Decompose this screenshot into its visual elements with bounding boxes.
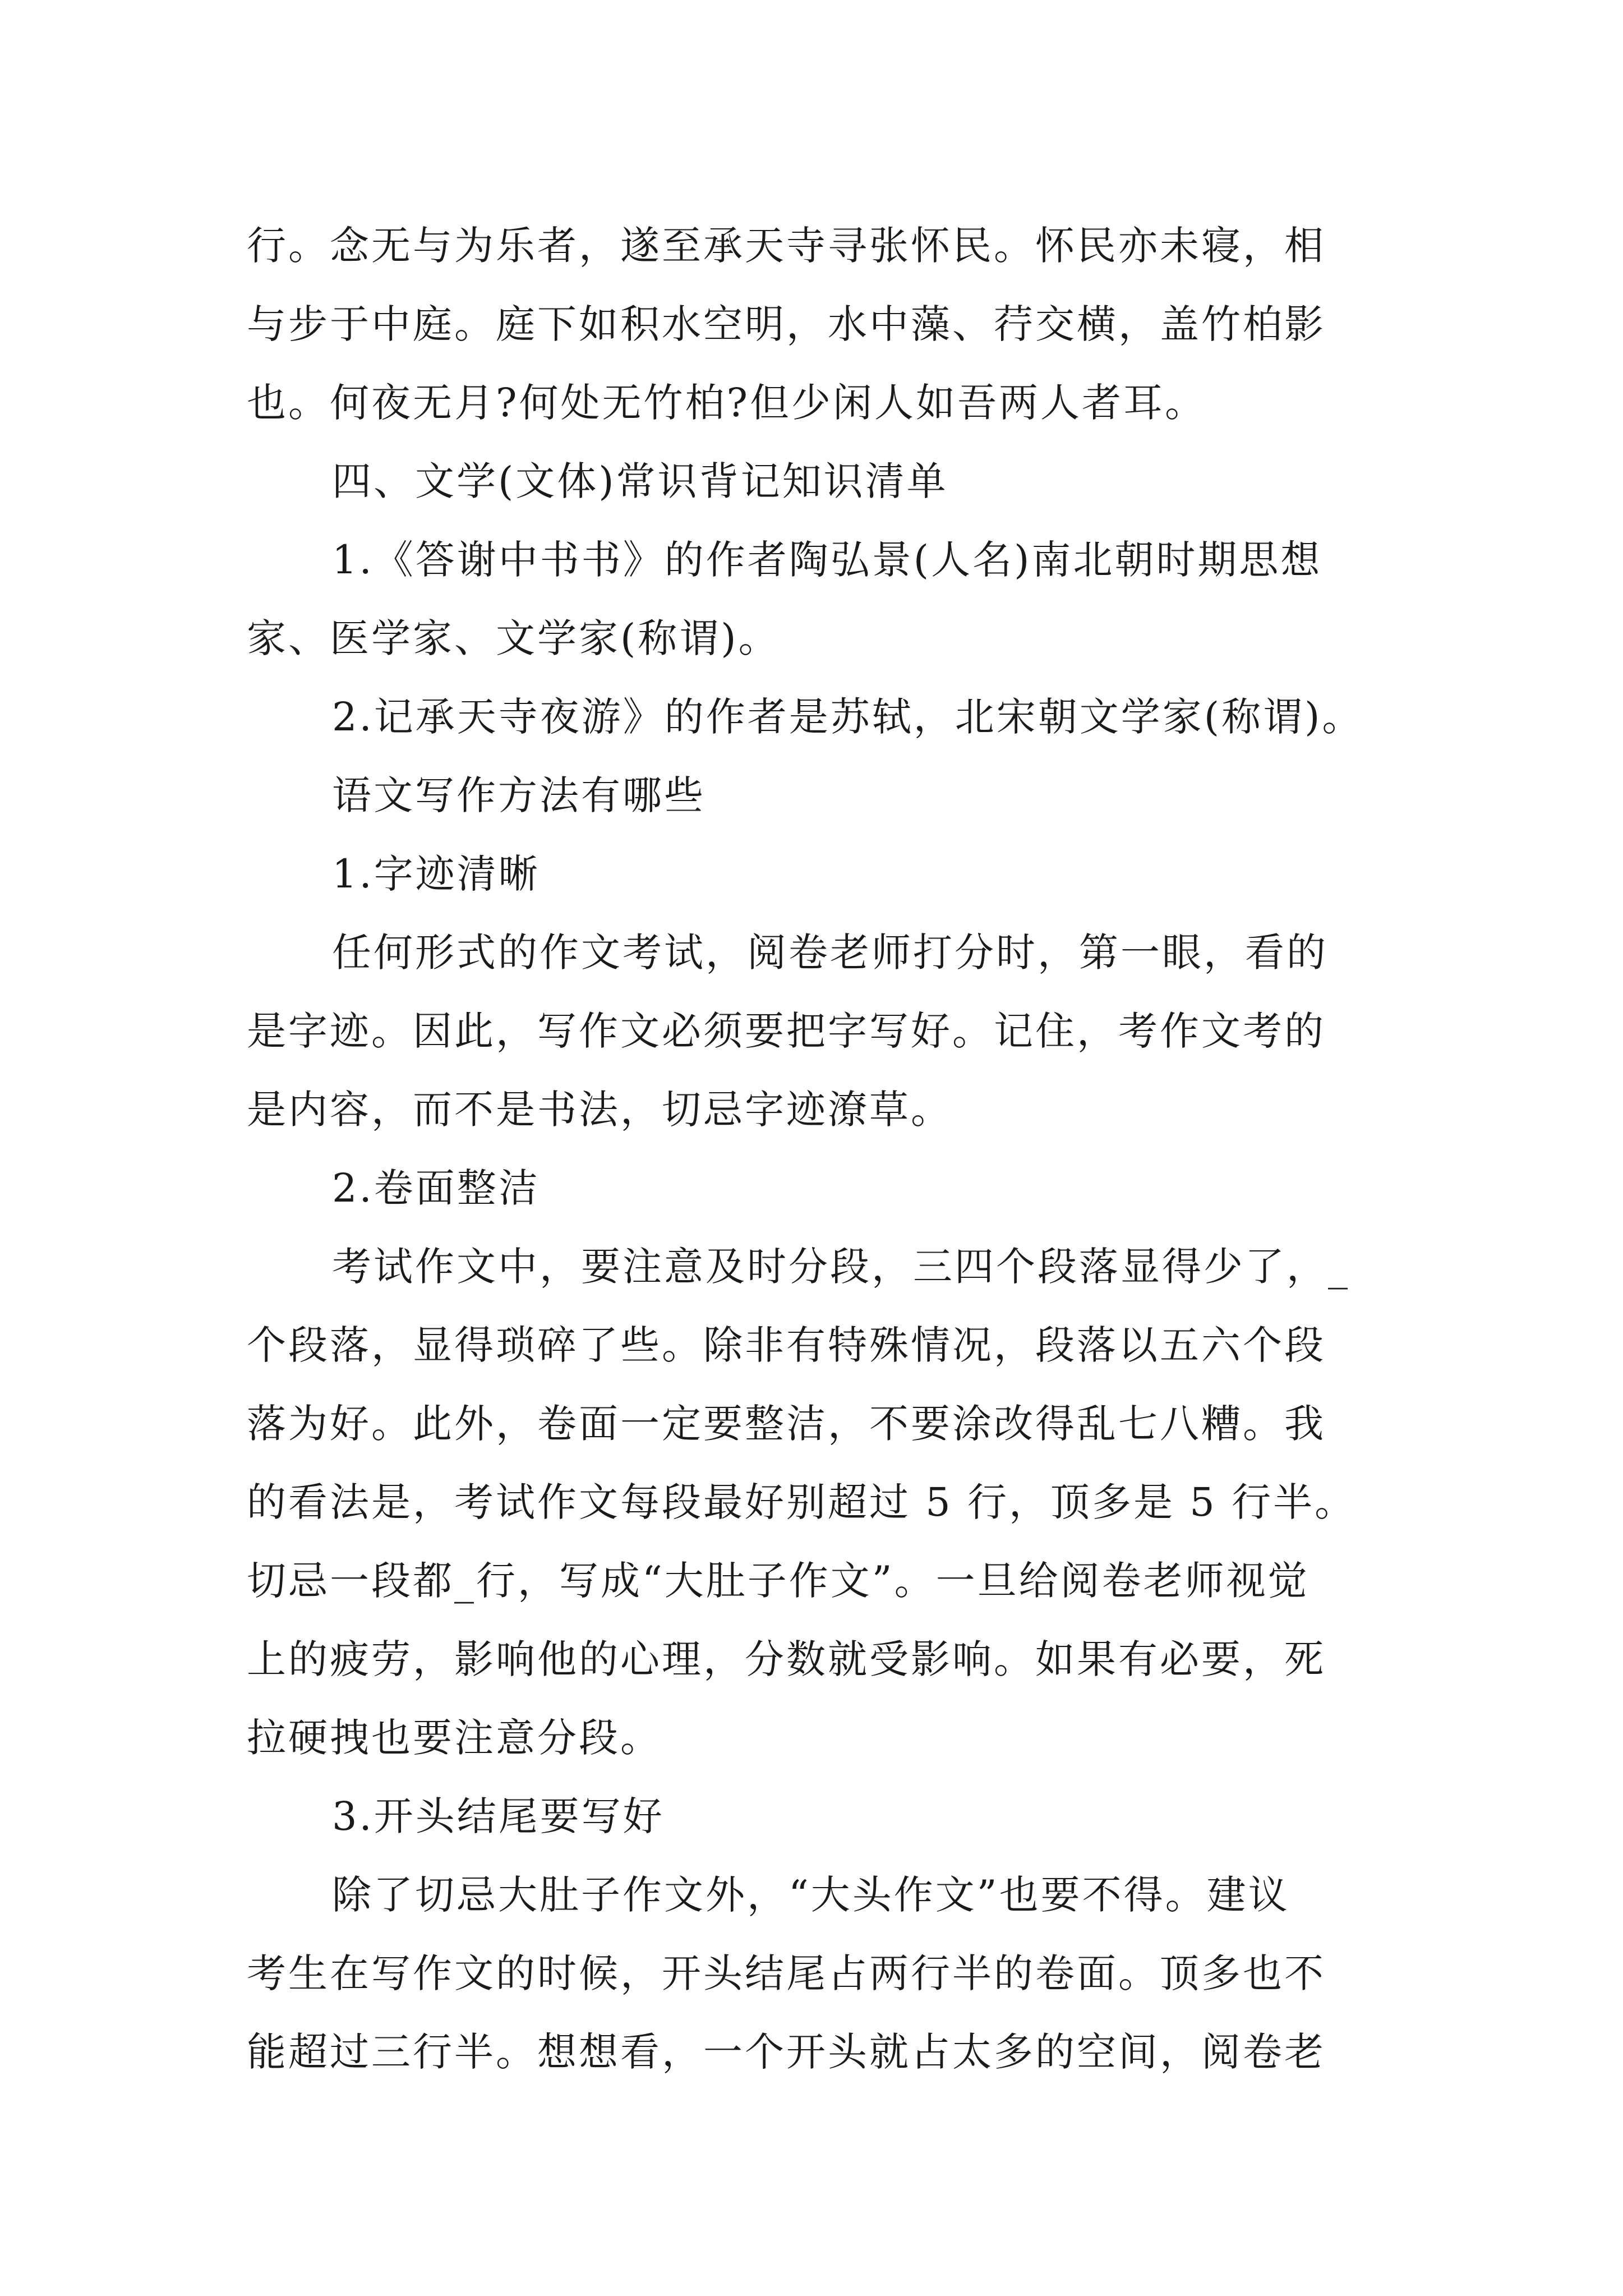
text-line: 是字迹。因此，写作文必须要把字写好。记住，考作文考的 — [247, 1008, 1326, 1054]
text-line: 家、医学家、文学家(称谓)。 — [247, 615, 780, 661]
subsection-heading: 1.字迹清晰 — [332, 851, 540, 897]
text-line: 落为好。此外，卷面一定要整洁，不要涂改得乱七八糟。我 — [247, 1401, 1326, 1447]
text-line: 考生在写作文的时候，开头结尾占两行半的卷面。顶多也不 — [247, 1950, 1326, 1996]
text-line: 2.记承天寺夜游》的作者是苏轼，北宋朝文学家(称谓)。 — [332, 694, 1364, 740]
text-line: 的看法是，考试作文每段最好别超过 5 行，顶多是 5 行半。 — [247, 1479, 1357, 1525]
section-heading: 四、文学(文体)常识背记知识清单 — [332, 458, 948, 504]
subsection-heading: 2.卷面整洁 — [332, 1165, 540, 1211]
text-line: 1.《答谢中书书》的作者陶弘景(人名)南北朝时期思想 — [332, 537, 1322, 583]
text-line: 行。念无与为乐者，遂至承天寺寻张怀民。怀民亦未寝，相 — [247, 223, 1326, 269]
text-line: 拉硬拽也要注意分段。 — [247, 1715, 662, 1761]
text-line: 上的疲劳，影响他的心理，分数就受影响。如果有必要，死 — [247, 1636, 1326, 1682]
text-line: 任何形式的作文考试，阅卷老师打分时，第一眼，看的 — [332, 930, 1328, 976]
subsection-heading: 3.开头结尾要写好 — [332, 1793, 665, 1839]
text-line: 也。何夜无月?何处无竹柏?但少闲人如吾两人者耳。 — [247, 380, 1207, 426]
text-line: 是内容，而不是书法，切忌字迹潦草。 — [247, 1087, 952, 1133]
section-heading: 语文写作方法有哪些 — [332, 772, 706, 818]
text-line: 切忌一段都_行，写成“大肚子作文”。一旦给阅卷老师视觉 — [247, 1558, 1310, 1604]
text-line: 除了切忌大肚子作文外，“大头作文”也要不得。建议 — [332, 1872, 1290, 1918]
text-line: 考试作文中，要注意及时分段，三四个段落显得少了，_ — [332, 1244, 1350, 1290]
text-line: 个段落，显得琐碎了些。除非有特殊情况，段落以五六个段 — [247, 1322, 1326, 1368]
text-line: 能超过三行半。想想看，一个开头就占太多的空间，阅卷老 — [247, 2029, 1326, 2075]
text-line: 与步于中庭。庭下如积水空明，水中藻、荇交横，盖竹柏影 — [247, 301, 1326, 347]
